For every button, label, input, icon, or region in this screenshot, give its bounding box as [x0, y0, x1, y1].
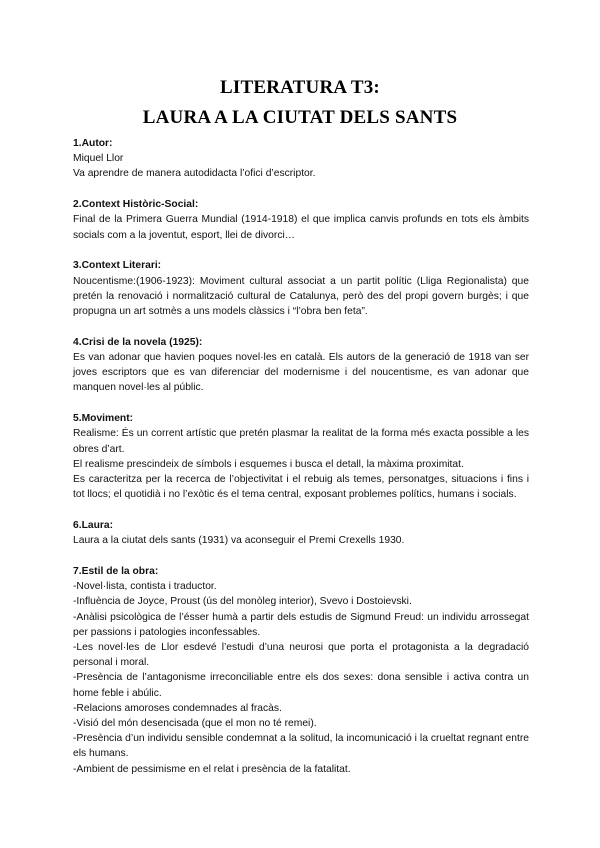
paragraph: Es caracteritza per la recerca de l’objectivitat i el rebuig als temes, personatges, situacions i fins i tot llocs; el quotidià i no l’exòtic és el tema central, exposant problemes polítics, humans i socials.: [73, 474, 529, 501]
document-body: [73, 136, 529, 792]
section-heading: 6.Laura:: [73, 520, 114, 532]
document-subtitle: LAURA A LA CIUTAT DELS SANTS: [142, 107, 458, 128]
section-heading: 7.Estil de la obra:: [73, 566, 159, 578]
section-crisi-novela: [73, 335, 529, 396]
paragraph: Va aprendre de manera autodidacta l’ofici d’escriptor.: [73, 168, 316, 180]
list-item: -Visió del món desencisada (que el mon no té remei).: [73, 718, 317, 730]
list-item: -Novel·lista, contista i traductor.: [73, 581, 217, 593]
section-heading: 2.Context Històric-Social:: [73, 199, 199, 211]
section-estil: [73, 564, 529, 777]
list-item: -Ambient de pessimisme en el relat i presència de la fatalitat.: [73, 763, 351, 775]
section-heading: 3.Context Literari:: [73, 260, 162, 272]
list-item: -Influència de Joyce, Proust (ús del monòleg interior), Svevo i Dostoievski.: [73, 596, 412, 608]
list-item: -Anàlisi psicològica de l’ésser humà a partir dels estudis de Sigmund Freud: un individu arrossegat per passions i patologies inconfessables.: [73, 611, 529, 638]
section-context-literari: [73, 258, 529, 319]
list-item: -Relacions amoroses condemnades al fracàs.: [73, 702, 282, 714]
section-moviment: [73, 411, 529, 502]
document-title: LITERATURA T3:: [220, 77, 380, 98]
paragraph: Noucentisme:(1906-1923): Moviment cultural associat a un partit polític (Lliga Regionalista) que pretén la renovació i normalització cultural de Catalunya, però des del propi govern burgès; i que propugna un art sotmès a uns models clàssics i “l’obra ben feta”.: [73, 275, 529, 318]
paragraph: Final de la Primera Guerra Mundial (1914-1918) el que implica canvis profunds en tots els àmbits socials com a la joventut, esport, llei de divorci…: [73, 214, 529, 241]
section-heading: 4.Crisi de la novela (1925):: [73, 336, 203, 348]
paragraph: Realisme: És un corrent artístic que pretén plasmar la realitat de la forma més exacta possible a les obres d’art.: [73, 428, 529, 455]
section-context-historic: [73, 197, 529, 243]
section-heading: 1.Autor:: [73, 138, 113, 149]
section-heading: 5.Moviment:: [73, 413, 134, 425]
list-item: -Presència d’un individu sensible condemnat a la solitud, la incomunicació i la crueltat regnant entre els humans.: [73, 733, 529, 760]
list-item: -Presència de l’antagonisme irreconciliable entre els dos sexes: dona sensible i activa contra un home feble i abúlic.: [73, 672, 529, 699]
section-laura: [73, 518, 529, 548]
list-item: -Les novel·les de Llor esdevé l’estudi d’una neurosi que porta el protagonista a la degradació personal i moral.: [73, 642, 529, 669]
paragraph: Laura a la ciutat dels sants (1931) va aconseguir el Premi Crexells 1930.: [73, 535, 405, 547]
paragraph: Miquel Llor: [73, 153, 124, 165]
section-autor: [73, 136, 529, 182]
paragraph: Es van adonar que havien poques novel·les en català. Els autors de la generació de 1918 van ser joves escriptors que es van diferenciar del modernisme i del noucentisme, es van adonar que manquen novel·les al públic.: [73, 352, 529, 394]
paragraph: El realisme prescindeix de símbols i esquemes i busca el detall, la màxima proximitat.: [73, 458, 464, 470]
